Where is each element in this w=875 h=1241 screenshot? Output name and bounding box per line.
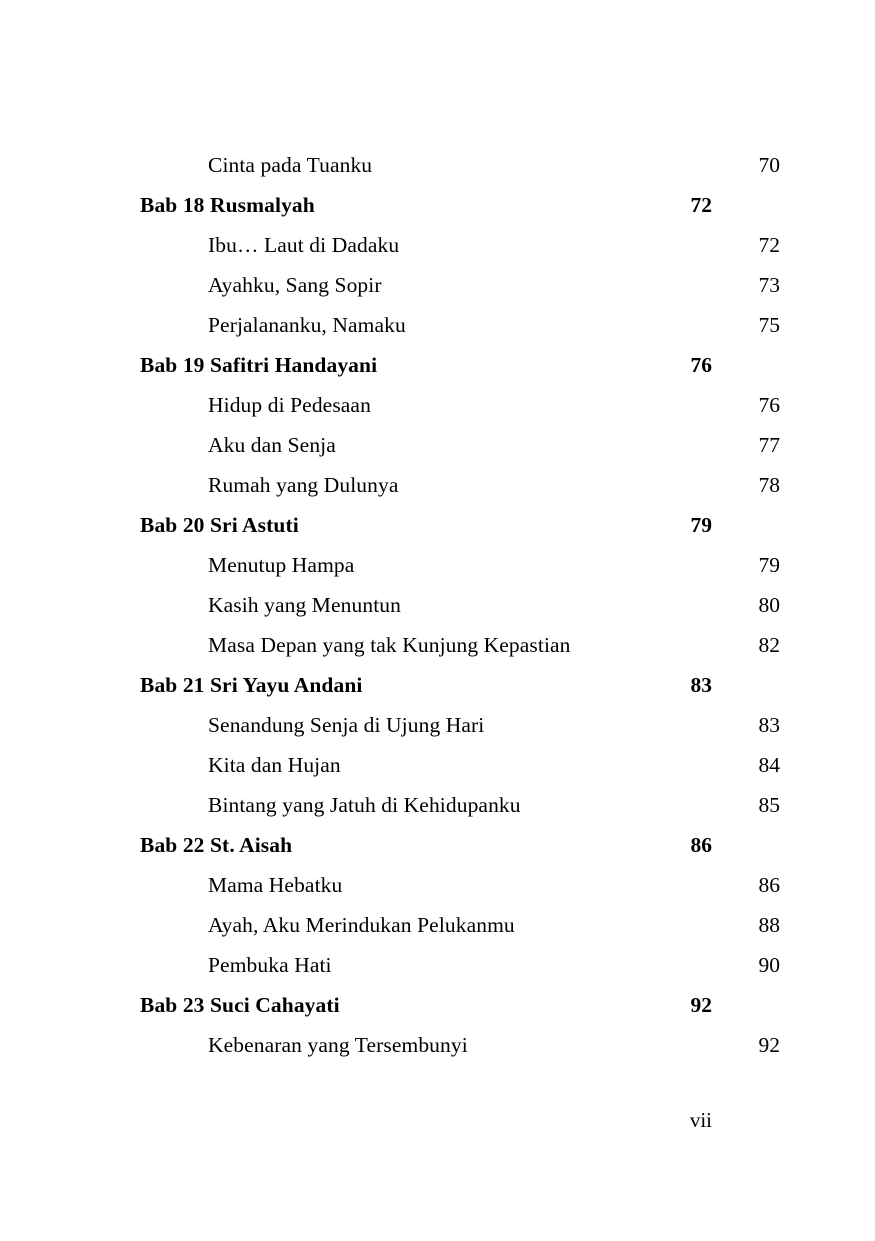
toc-entry-title: Cinta pada Tuanku [208, 153, 373, 177]
toc-entry-page-number: 83 [690, 673, 712, 697]
toc-entry-title: Bab 22 St. Aisah [140, 833, 293, 857]
dot-leader [292, 831, 690, 853]
toc-entry-title: Mama Hebatku [208, 873, 343, 897]
toc-sub-entry[interactable] [140, 425, 780, 465]
dot-leader [342, 871, 758, 893]
toc-entry-title: Masa Depan yang tak Kunjung Kepastian [208, 633, 571, 657]
toc-entry-title: Perjalananku, Namaku [208, 313, 406, 337]
toc-sub-entry[interactable] [140, 585, 780, 625]
toc-entry-title: Hidup di Pedesaan [208, 393, 371, 417]
toc-sub-entry[interactable] [140, 705, 780, 745]
toc-entry-title: Kasih yang Menuntun [208, 593, 401, 617]
toc-sub-entry[interactable] [140, 225, 780, 265]
dot-leader [399, 471, 759, 493]
toc-entry-page-number: 73 [758, 273, 780, 297]
table-of-contents-list [140, 145, 780, 1065]
toc-entry-title: Bab 18 Rusmalyah [140, 193, 315, 217]
toc-entry-title: Ibu… Laut di Dadaku [208, 233, 400, 257]
toc-sub-entry[interactable] [140, 465, 780, 505]
dot-leader [371, 391, 759, 413]
toc-entry-page-number: 83 [758, 713, 780, 737]
toc-entry-title: Bab 20 Sri Astuti [140, 513, 299, 537]
toc-entry-page-number: 90 [758, 953, 780, 977]
toc-entry-title: Bab 19 Safitri Handayani [140, 353, 378, 377]
toc-entry-page-number: 80 [758, 593, 780, 617]
toc-sub-entry[interactable] [140, 1025, 780, 1065]
toc-entry-page-number: 79 [758, 553, 780, 577]
toc-chapter-entry[interactable] [140, 185, 712, 225]
toc-sub-entry[interactable] [140, 145, 780, 185]
toc-entry-page-number: 92 [690, 993, 712, 1017]
dot-leader [340, 991, 691, 1013]
dot-leader [521, 791, 759, 813]
toc-entry-title: Aku dan Senja [208, 433, 336, 457]
toc-entry-title: Senandung Senja di Ujung Hari [208, 713, 485, 737]
toc-entry-title: Ayahku, Sang Sopir [208, 273, 382, 297]
toc-sub-entry[interactable] [140, 265, 780, 305]
page-folio: vii [689, 1108, 712, 1132]
toc-sub-entry[interactable] [140, 745, 780, 785]
toc-entry-page-number: 79 [690, 513, 712, 537]
toc-entry-page-number: 76 [690, 353, 712, 377]
toc-entry-page-number: 88 [758, 913, 780, 937]
toc-sub-entry[interactable] [140, 385, 780, 425]
dot-leader [341, 751, 759, 773]
toc-entry-page-number: 85 [758, 793, 780, 817]
toc-chapter-entry[interactable] [140, 985, 712, 1025]
toc-chapter-entry[interactable] [140, 505, 712, 545]
dot-leader [382, 271, 759, 293]
toc-chapter-entry[interactable] [140, 345, 712, 385]
dot-leader [571, 631, 759, 653]
toc-entry-page-number: 82 [758, 633, 780, 657]
toc-chapter-entry[interactable] [140, 825, 712, 865]
toc-entry-title: Bintang yang Jatuh di Kehidupanku [208, 793, 521, 817]
toc-sub-entry[interactable] [140, 785, 780, 825]
dot-leader [377, 351, 690, 373]
dot-leader [399, 231, 758, 253]
toc-entry-title: Kita dan Hujan [208, 753, 341, 777]
dot-leader [354, 551, 758, 573]
dot-leader [406, 311, 759, 333]
toc-sub-entry[interactable] [140, 625, 780, 665]
dot-leader [336, 431, 759, 453]
toc-sub-entry[interactable] [140, 905, 780, 945]
toc-entry-page-number: 75 [758, 313, 780, 337]
toc-entry-title: Rumah yang Dulunya [208, 473, 399, 497]
toc-chapter-entry[interactable] [140, 665, 712, 705]
toc-entry-title: Pembuka Hati [208, 953, 332, 977]
toc-entry-title: Bab 23 Suci Cahayati [140, 993, 340, 1017]
toc-entry-page-number: 77 [758, 433, 780, 457]
toc-entry-title: Ayah, Aku Merindukan Pelukanmu [208, 913, 515, 937]
toc-sub-entry[interactable] [140, 865, 780, 905]
dot-leader [315, 191, 691, 213]
toc-entry-title: Bab 21 Sri Yayu Andani [140, 673, 363, 697]
toc-entry-title: Menutup Hampa [208, 553, 355, 577]
dot-leader [372, 151, 758, 173]
toc-entry-title: Kebenaran yang Tersembunyi [208, 1033, 468, 1057]
toc-entry-page-number: 76 [758, 393, 780, 417]
dot-leader [299, 511, 691, 533]
toc-entry-page-number: 72 [758, 233, 780, 257]
toc-sub-entry[interactable] [140, 305, 780, 345]
toc-sub-entry[interactable] [140, 545, 780, 585]
toc-entry-page-number: 86 [758, 873, 780, 897]
dot-leader [332, 951, 759, 973]
dot-leader [468, 1031, 759, 1053]
dot-leader [362, 671, 690, 693]
toc-entry-page-number: 86 [690, 833, 712, 857]
dot-leader [515, 911, 759, 933]
toc-entry-page-number: 78 [758, 473, 780, 497]
toc-entry-page-number: 70 [758, 153, 780, 177]
dot-leader [401, 591, 759, 613]
toc-entry-page-number: 84 [758, 753, 780, 777]
toc-entry-page-number: 92 [758, 1033, 780, 1057]
toc-sub-entry[interactable] [140, 945, 780, 985]
toc-entry-page-number: 72 [690, 193, 712, 217]
dot-leader [484, 711, 758, 733]
